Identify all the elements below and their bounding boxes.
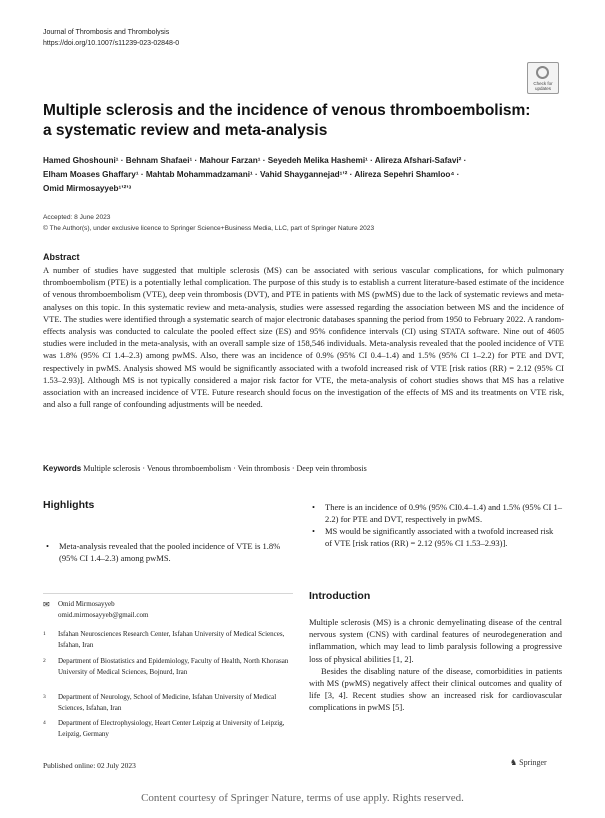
publisher-logo [510, 758, 547, 767]
doi-link[interactable]: https://doi.org/10.1007/s11239-023-02848-0 [43, 40, 180, 47]
badge-line2: updates [534, 86, 551, 91]
article-title [43, 101, 563, 141]
authors-line3: Omid Mirmosayyeb¹ʼ²ʼ³ [43, 184, 132, 193]
highlights-right-column [309, 501, 562, 549]
corresponding-author: Omid Mirmosayyeb [58, 600, 115, 608]
journal-name: Journal of Thrombosis and Thrombolysis [43, 29, 170, 36]
springer-horse-icon: ♞ [510, 758, 518, 767]
highlight-item: • There is an incidence of 0.9% (95% CI0.4–1.4) and 1.5% (95% CI 1–2.2) for PTE and DVT, respectively in pwMS. [309, 501, 562, 525]
introduction-heading: Introduction [309, 590, 371, 602]
author-list [43, 154, 563, 196]
footnote-divider [43, 593, 293, 594]
intro-paragraph: Multiple sclerosis (MS) is a chronic demyelinating disease of the central nervous system (CNS) with cardinal features of neurodegeneration and inflammation, which may lead to limb paralysis following a progressive loss of physical abilities [1, 2]. [309, 617, 562, 664]
highlight-item: • MS would be significantly associated with a twofold increased risk of VTE [risk ratios (RR) = 2.12 (95% CI 1.53–2.93)]. [309, 525, 562, 549]
title-line2: a systematic review and meta-analysis [43, 122, 328, 139]
introduction-text [309, 616, 562, 714]
publisher-name: Springer [519, 758, 547, 767]
abstract-text: A number of studies have suggested that multiple sclerosis (MS) can be associated with serious vascular complications, for which pulmonary thromboembolism (PTE) is a potentially lethal complication. The purpose of this study is to establish a current literature-based estimate of the incidence of venous thromboembolism (VTE), deep vein thrombosis (DVT), and PTE in patients with MS (pwMS) due to the lack of systematic reviews and meta-analyses on this topic. In this systematic review and meta-analysis, studies were assessed regarding the association between MS and the incidence of VTE. The studies were identified through a systematic search of major electronic databases spanning the period from 1950 to February 2022. A random-effects analysis was conducted to calculate the pooled effect size (ES) and 95% confidence intervals (CI) using STATA software. Nine out of 4605 studies were included in the meta-analysis, with an overall sample size of 158,546 individuals. Meta-analysis revealed that the pooled incidence of VTE was 1.8% (95% CI 1.4–2.3) among pwMS. Also, there was an incidence of 0.9% (95% CI 0.4–1.4) and 1.5% (95% CI 1–2.2) for PTE and DVT, respectively in pwMS. Analysis showed MS would be significantly associated with a twofold increased risk of VTE [risk ratios (RR) = 2.12 (95% CI 1.53–2.93)]. Although MS is not typically considered a major risk factor for VTE, the meta-analysis of cohort studies shows that MS has a relative association with an increased incidence of VTE. Future research should focus on the investigation of the effects of MS and its treatments on VTE risk, and also a full range of confounding adjustments will be needed. [43, 265, 564, 410]
abstract-heading: Abstract [43, 252, 80, 262]
correspondence [43, 599, 298, 621]
keywords-label: Keywords [43, 464, 82, 473]
highlight-item: • Meta-analysis revealed that the pooled incidence of VTE is 1.8% (95% CI 1.4–2.3) among pwMS. [43, 540, 293, 564]
copyright-line: © The Author(s), under exclusive licence to Springer Science+Business Media, LLC, part of Springer Nature 2023 [43, 225, 375, 232]
envelope-icon: ✉ [43, 600, 50, 609]
affiliation-text: Department of Electrophysiology, Heart Center Leipzig at University of Leipzig, Leipzig, Germany [58, 719, 285, 738]
affiliation-text: Department of Neurology, School of Medicine, Isfahan University of Medical Sciences, Isfahan, Iran [58, 693, 277, 712]
keywords [43, 463, 564, 474]
check-for-updates-badge[interactable] [527, 62, 559, 94]
highlights-left-column [43, 540, 293, 564]
published-date: Published online: 02 July 2023 [43, 761, 136, 770]
keywords-text: Multiple sclerosis · Venous thromboembolism · Vein thrombosis · Deep vein thrombosis [83, 464, 367, 473]
update-icon [536, 66, 549, 79]
affiliation-text: Isfahan Neurosciences Research Center, Isfahan University of Medical Sciences, Isfahan, Iran [58, 630, 285, 649]
badge-line1: Check for [533, 81, 553, 86]
courtesy-notice: Content courtesy of Springer Nature, terms of use apply. Rights reserved. [141, 792, 464, 804]
authors-line1: Hamed Ghoshouni¹ · Behnam Shafaei¹ · Mahour Farzan¹ · Seyedeh Melika Hashemi¹ · Alireza Afshari-Safavi² · [43, 156, 467, 165]
affiliation-text: Department of Biostatistics and Epidemiology, Faculty of Health, North Khorasan University of Medical Sciences, Bojnurd, Iran [58, 657, 289, 676]
author-email[interactable]: omid.mirmosayyeb@gmail.com [58, 611, 149, 619]
article-meta [43, 212, 374, 234]
authors-line2: Elham Moases Ghaffary¹ · Mahtab Mohammadzamani¹ · Vahid Shaygannejad¹ʼ² · Alireza Sepehri Shamloo⁴ · [43, 170, 460, 179]
title-line1: Multiple sclerosis and the incidence of venous thromboembolism: [43, 102, 531, 119]
accepted-date: Accepted: 8 June 2023 [43, 214, 111, 221]
affiliation-number: 2 [43, 658, 46, 664]
intro-paragraph: Besides the disabling nature of the disease, comorbidities in patients with MS (pwMS) negatively affect their clinical outcomes and quality of life [3, 4]. Recent studies show an increased risk for cardiovascular complications in pwMS [5]. [309, 665, 562, 713]
highlights-heading: Highlights [43, 499, 95, 511]
affiliation-number: 1 [43, 631, 46, 637]
journal-header [43, 27, 179, 49]
affiliation-number: 4 [43, 720, 46, 726]
affiliation-number: 3 [43, 694, 46, 700]
